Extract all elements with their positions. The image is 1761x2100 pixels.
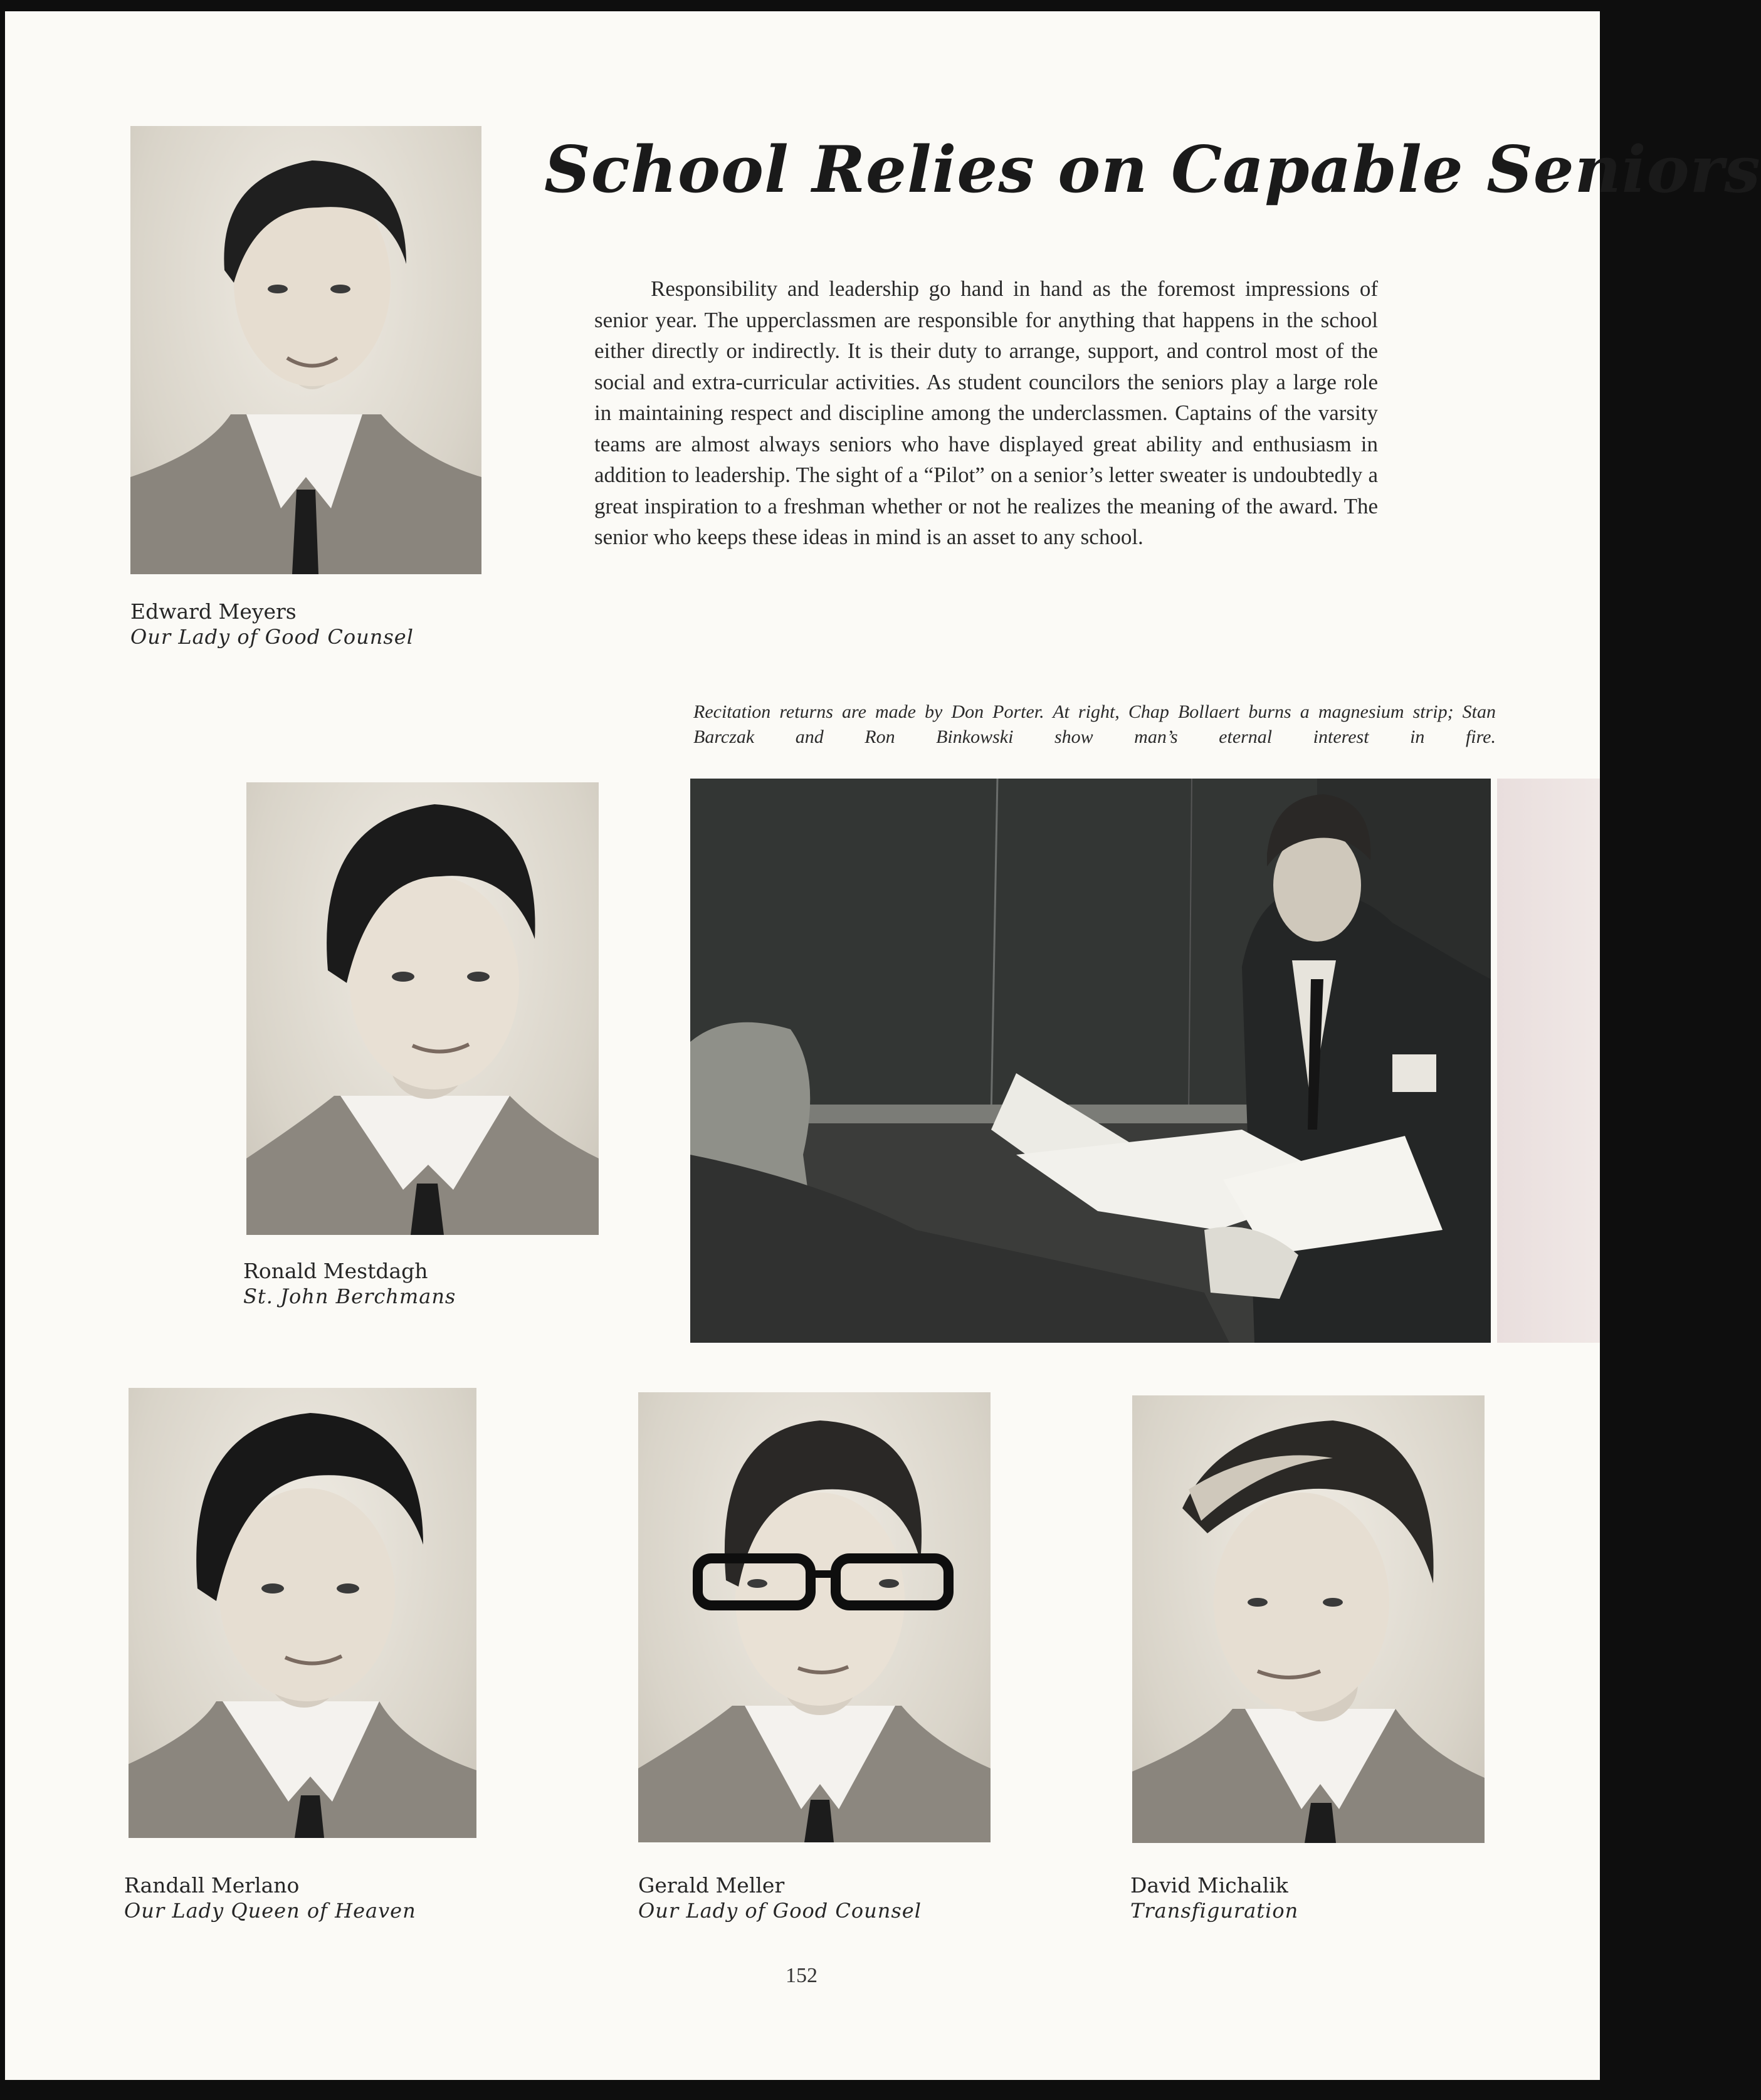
senior-name: Ronald Mestdagh [243, 1259, 428, 1283]
page-title: School Relies on Capable Seniors [544, 132, 1761, 207]
senior-parish: Transfiguration [1130, 1899, 1299, 1923]
senior-parish: Our Lady Queen of Heaven [124, 1899, 416, 1923]
senior-parish: Our Lady of Good Counsel [638, 1899, 922, 1923]
senior-name: Edward Meyers [130, 599, 297, 624]
portrait-david-michalik [1132, 1395, 1485, 1843]
portrait-randall-merlano [129, 1388, 476, 1838]
senior-name: Gerald Meller [638, 1873, 785, 1898]
senior-parish: St. John Berchmans [243, 1284, 456, 1308]
classroom-photo [690, 779, 1491, 1343]
portrait-ronald-mestdagh [246, 782, 599, 1235]
senior-parish: Our Lady of Good Counsel [130, 625, 414, 649]
yearbook-page [5, 11, 1761, 2080]
senior-name: David Michalik [1130, 1873, 1288, 1898]
article-text: Responsibility and leadership go hand in hand as the foremost impressions of senior year. The upperclassmen are responsible for anything that happens in the school either directly or indirectly. It is their duty to arrange, support, and control most of the social and extra-curricular activities. As student councilors the seniors play a large role in maintaining respect and discipline among the underclassmen. Captains of the varsity teams are almost always seniors who have displayed great ability and enthusiasm in addition to leadership. The sight of a “Pilot” on a senior’s letter sweater is undoubtedly a great inspiration to a freshman whether or not he realizes the meaning of the award. The senior who keeps these ideas in mind is an asset to any school. [594, 276, 1378, 549]
senior-name: Randall Merlano [124, 1873, 300, 1898]
photo-caption: Recitation returns are made by Don Porter. At right, Chap Bollaert burns a magnesium strip; Stan Barczak and Ron Binkowski show man’s eternal interest in fire. [693, 701, 1496, 747]
page-number: 152 [786, 1964, 817, 1987]
photo-edge [1497, 779, 1600, 1343]
portrait-gerald-meller [638, 1392, 991, 1842]
portrait-edward-meyers [130, 126, 481, 574]
